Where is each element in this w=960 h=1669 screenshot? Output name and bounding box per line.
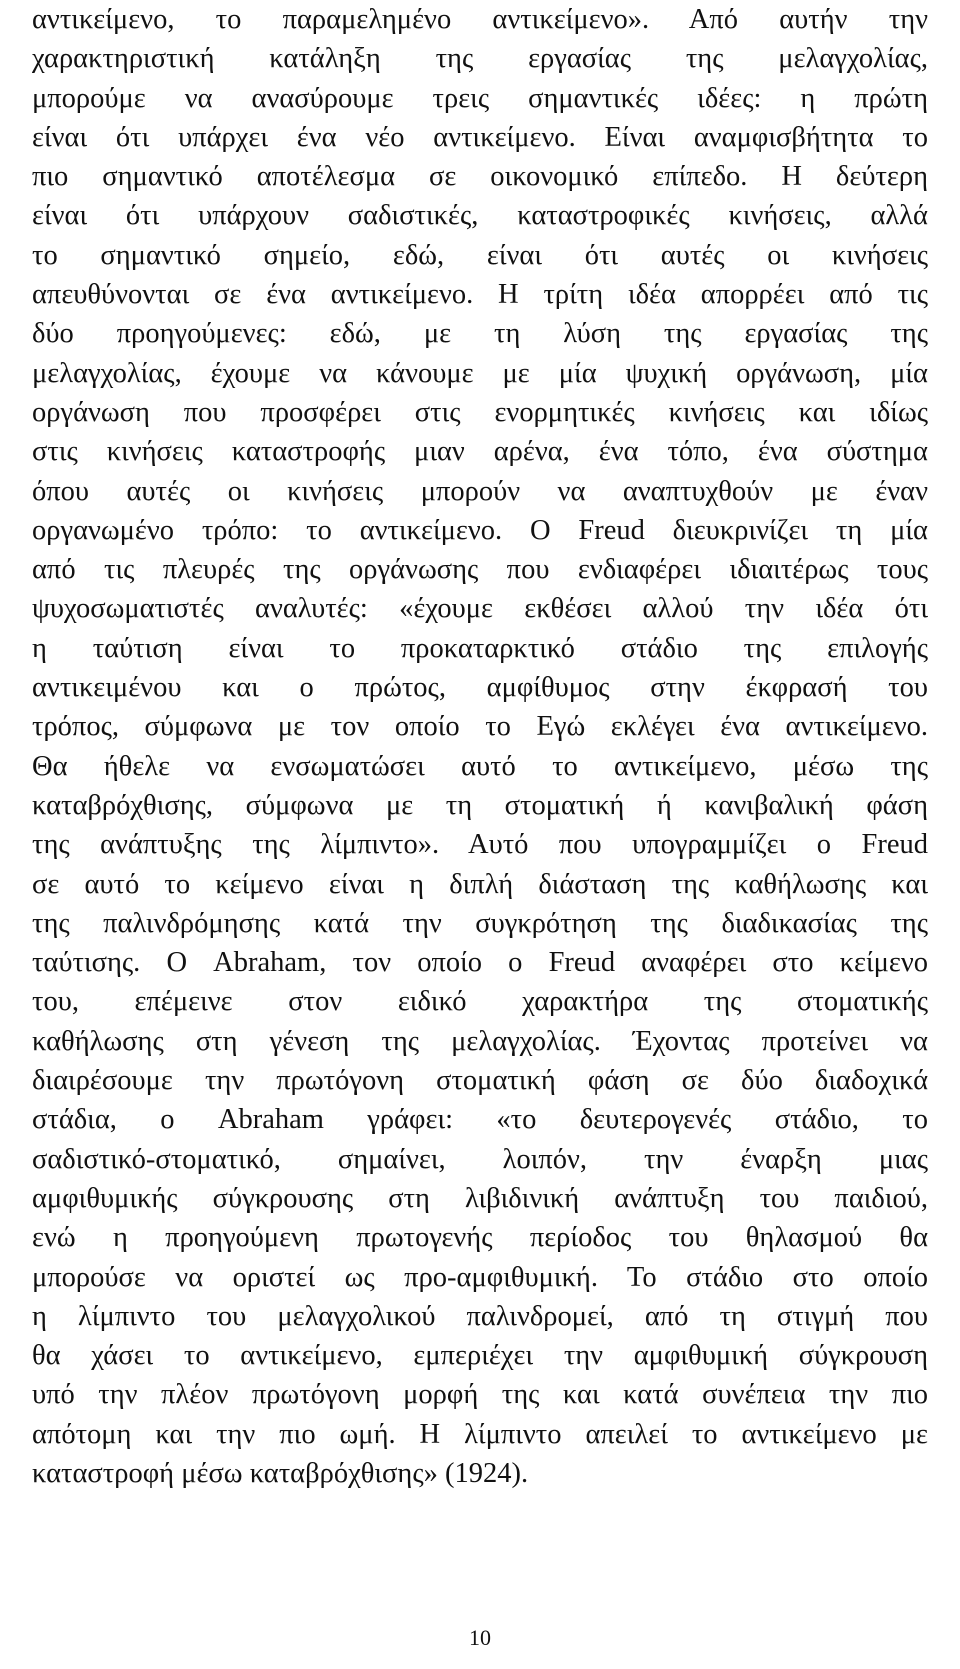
text-line: το σημαντικό σημείο, εδώ, είναι ότι αυτές οι κινήσεις <box>32 239 928 271</box>
text-line: οργάνωση που προσφέρει στις ενορμητικές κινήσεις και ιδίως <box>32 396 928 428</box>
text-line: δύο προηγούμενες: εδώ, με τη λύση της εργασίας της <box>32 318 928 350</box>
text-line: αντικείμενο, το παραμελημένο αντικείμενο». Από αυτήν την <box>32 4 928 35</box>
text-line: μπορούμε να ανασύρουμε τρεις σημαντικές ιδέες: η πρώτη <box>32 82 928 114</box>
text-line: ταύτισης. Ο Abraham, τον οποίο ο Freud αναφέρει στο κείμενο <box>32 947 928 979</box>
text-line: στάδια, ο Abraham γράφει: «το δευτερογενές στάδιο, το <box>32 1104 928 1136</box>
text-line: καθήλωσης στη γένεση της μελαγχολίας. Έχοντας προτείνει να <box>32 1025 928 1057</box>
text-line: ενώ η προηγούμενη πρωτογενής περίοδος του θηλασμού θα <box>32 1222 928 1254</box>
text-line: απευθύνονται σε ένα αντικείμενο. Η τρίτη ιδέα απορρέει από τις <box>32 279 928 311</box>
text-line: της ανάπτυξης της λίμπιντο». Αυτό που υπογραμμίζει ο Freud <box>32 829 928 861</box>
text-line: της παλινδρόμησης κατά την συγκρότηση της διαδικασίας της <box>32 907 928 939</box>
text-line: είναι ότι υπάρχει ένα νέο αντικείμενο. Είναι αναμφισβήτητα το <box>32 121 928 153</box>
page-number: 10 <box>469 1625 491 1650</box>
text-line: όπου αυτές οι κινήσεις μπορούν να αναπτυχθούν με έναν <box>32 475 928 507</box>
text-line: διαιρέσουμε την πρωτόγονη στοματική φάση σε δύο διαδοχικά <box>32 1065 928 1097</box>
text-line: τρόπος, σύμφωνα με τον οποίο το Εγώ εκλέγει ένα αντικείμενο. <box>32 711 928 743</box>
text-line: η ταύτιση είναι το προκαταρκτικό στάδιο της επιλογής <box>32 632 928 664</box>
text-line: στις κινήσεις καταστροφής μιαν αρένα, ένα τόπο, ένα σύστημα <box>32 436 928 468</box>
text-line: αντικειμένου και ο πρώτος, αμφίθυμος στην έκφρασή του <box>32 672 928 704</box>
text-line: ψυχοσωματιστές αναλυτές: «έχουμε εκθέσει αλλού την ιδέα ότι <box>32 593 928 625</box>
text-line: Θα ήθελε να ενσωματώσει αυτό το αντικείμενο, μέσω της <box>32 750 928 782</box>
text-line: μπορούσε να οριστεί ως προ-αμφιθυμική. Το στάδιο στο οποίο <box>32 1261 928 1293</box>
text-line: καταβρόχθισης, σύμφωνα με τη στοματική ή κανιβαλική φάση <box>32 789 928 821</box>
text-line: μελαγχολίας, έχουμε να κάνουμε με μία ψυχική οργάνωση, μία <box>32 357 928 389</box>
text-line: σε αυτό το κείμενο είναι η διπλή διάσταση της καθήλωσης και <box>32 868 928 900</box>
text-line: από τις πλευρές της οργάνωσης που ενδιαφέρει ιδιαιτέρως τους <box>32 554 928 586</box>
text-line: του, επέμεινε στον ειδικό χαρακτήρα της στοματικής <box>32 986 928 1018</box>
text-line: καταστροφή μέσω καταβρόχθισης» (1924). <box>32 1457 529 1489</box>
body-text <box>32 0 928 1493</box>
text-line: υπό την πλέον πρωτόγονη μορφή της και κατά συνέπεια την πιο <box>32 1379 928 1411</box>
text-line: σαδιστικό-στοματικό, σημαίνει, λοιπόν, την έναρξη μιας <box>32 1143 928 1175</box>
text-line: πιο σημαντικό αποτέλεσμα σε οικονομικό επίπεδο. Η δεύτερη <box>32 161 928 193</box>
text-line: θα χάσει το αντικείμενο, εμπεριέχει την αμφιθυμική σύγκρουση <box>32 1340 928 1372</box>
text-line: είναι ότι υπάρχουν σαδιστικές, καταστροφικές κινήσεις, αλλά <box>32 200 928 232</box>
text-line: αμφιθυμικής σύγκρουσης στη λιβιδινική ανάπτυξη του παιδιού, <box>32 1182 928 1214</box>
text-line: οργανωμένο τρόπο: το αντικείμενο. Ο Freud διευκρινίζει τη μία <box>32 514 928 546</box>
text-line: απότομη και την πιο ωμή. Η λίμπιντο απειλεί το αντικείμενο με <box>32 1418 928 1450</box>
text-line: χαρακτηριστική κατάληξη της εργασίας της μελαγχολίας, <box>32 43 928 75</box>
text-line: η λίμπιντο του μελαγχολικού παλινδρομεί, από τη στιγμή που <box>32 1300 928 1332</box>
